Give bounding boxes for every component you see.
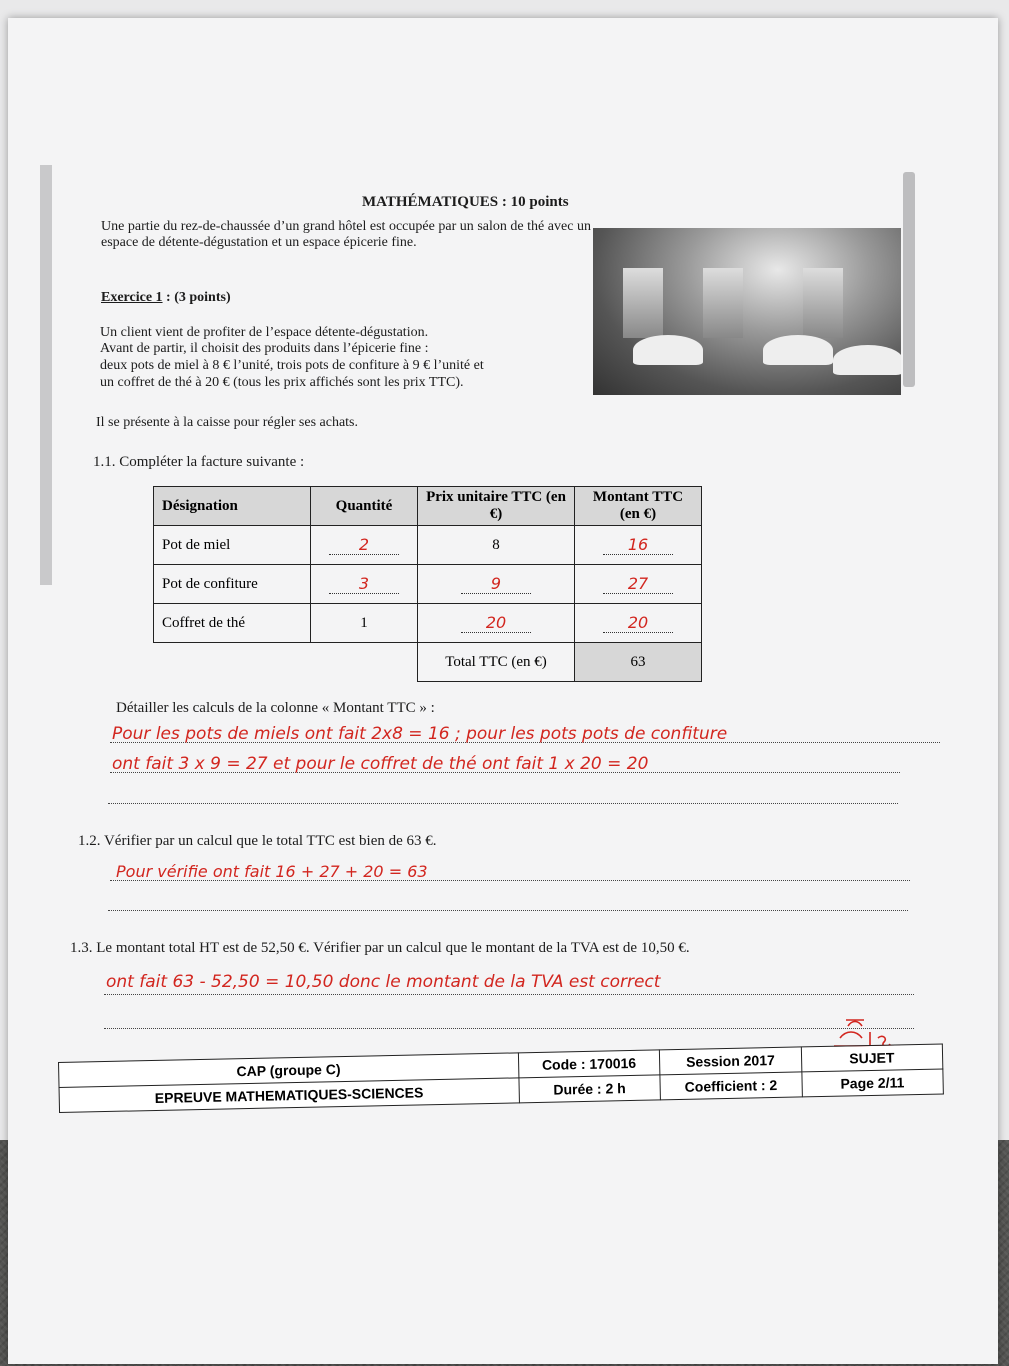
footer-code: Code : 170016 <box>518 1050 660 1078</box>
footer-duree: Durée : 2 h <box>519 1075 661 1103</box>
footer-group: CAP (groupe C) <box>59 1053 519 1088</box>
question-1-1: 1.1. Compléter la facture suivante : <box>93 454 305 470</box>
row-amount: 27 <box>603 574 673 594</box>
row-unit: 20 <box>461 613 531 633</box>
handwritten-verify: Pour vérifie ont fait 16 + 27 + 20 = 63 <box>116 862 428 881</box>
footer-session: Session 2017 <box>659 1047 801 1075</box>
row-qty: 1 <box>311 604 418 643</box>
row-amount: 20 <box>603 613 673 633</box>
header-designation: Désignation <box>154 487 311 526</box>
header-montant: Montant TTC (en €) <box>575 487 702 526</box>
table-row <box>154 604 702 643</box>
page-edge-shadow-right <box>903 172 915 387</box>
question-1-2: 1.2. Vérifier par un calcul que le total TTC est bien de 63 €. <box>78 833 437 849</box>
question-1-3: 1.3. Le montant total HT est de 52,50 €. Vérifier par un calcul que le montant de la TVA est de 10,50 €. <box>70 940 690 956</box>
footer-page: Page 2/11 <box>801 1069 943 1097</box>
row-amount: 16 <box>603 535 673 555</box>
exercise-title: Exercice 1 <box>101 290 163 305</box>
detail-prompt: Détailler les calculs de la colonne « Montant TTC » : <box>116 700 435 716</box>
footer-coefficient: Coefficient : 2 <box>660 1072 802 1100</box>
header-quantite: Quantité <box>311 487 418 526</box>
row-name: Coffret de thé <box>154 604 311 643</box>
hotel-salon-photo <box>593 228 901 395</box>
intro-text: Une partie du rez-de-chaussée d’un grand hôtel est occupée par un salon de thé avec un espace de détente-dégustation et un espace épicerie fine. <box>101 219 591 250</box>
exercise-line-3: deux pots de miel à 8 € l’unité, trois pots de confiture à 9 € l’unité et <box>100 358 484 373</box>
handwritten-tva: ont fait 63 - 52,50 = 10,50 donc le montant de la TVA est correct <box>106 972 661 992</box>
footer-sujet: SUJET <box>801 1044 943 1072</box>
answer-line-7 <box>104 1028 914 1029</box>
table-row <box>154 565 702 604</box>
exercise-line-2: Avant de partir, il choisit des produits dans l’épicerie fine : <box>100 341 429 356</box>
answer-line-5 <box>108 910 908 911</box>
row-unit: 9 <box>461 574 531 594</box>
total-value: 63 <box>575 643 702 682</box>
page-edge-shadow-left <box>40 165 52 585</box>
invoice-table <box>153 486 702 682</box>
exercise-heading <box>101 290 231 306</box>
total-label: Total TTC (en €) <box>418 643 575 682</box>
handwritten-detail-1: Pour les pots de miels ont fait 2x8 = 16 ; pour les pots pots de confiture <box>112 724 728 744</box>
row-qty: 3 <box>329 574 399 594</box>
row-name: Pot de confiture <box>154 565 311 604</box>
table-row <box>154 526 702 565</box>
cashier-text: Il se présente à la caisse pour régler ses achats. <box>96 415 358 430</box>
answer-line-3 <box>108 803 898 804</box>
exercise-line-4: un coffret de thé à 20 € (tous les prix affichés sont les prix TTC). <box>100 375 464 390</box>
row-name: Pot de miel <box>154 526 311 565</box>
answer-line-6 <box>104 994 914 995</box>
row-unit: 8 <box>418 526 575 565</box>
footer-epreuve: EPREUVE MATHEMATIQUES-SCIENCES <box>59 1078 519 1113</box>
page-title: MATHÉMATIQUES : 10 points <box>362 194 569 210</box>
handwritten-detail-2: ont fait 3 x 9 = 27 et pour le coffret de thé ont fait 1 x 20 = 20 <box>112 754 649 774</box>
row-qty: 2 <box>329 535 399 555</box>
exercise-line-1: Un client vient de profiter de l’espace détente-dégustation. <box>100 325 429 340</box>
exercise-points: : (3 points) <box>162 290 231 305</box>
header-prix-unitaire: Prix unitaire TTC (en €) <box>418 487 575 526</box>
